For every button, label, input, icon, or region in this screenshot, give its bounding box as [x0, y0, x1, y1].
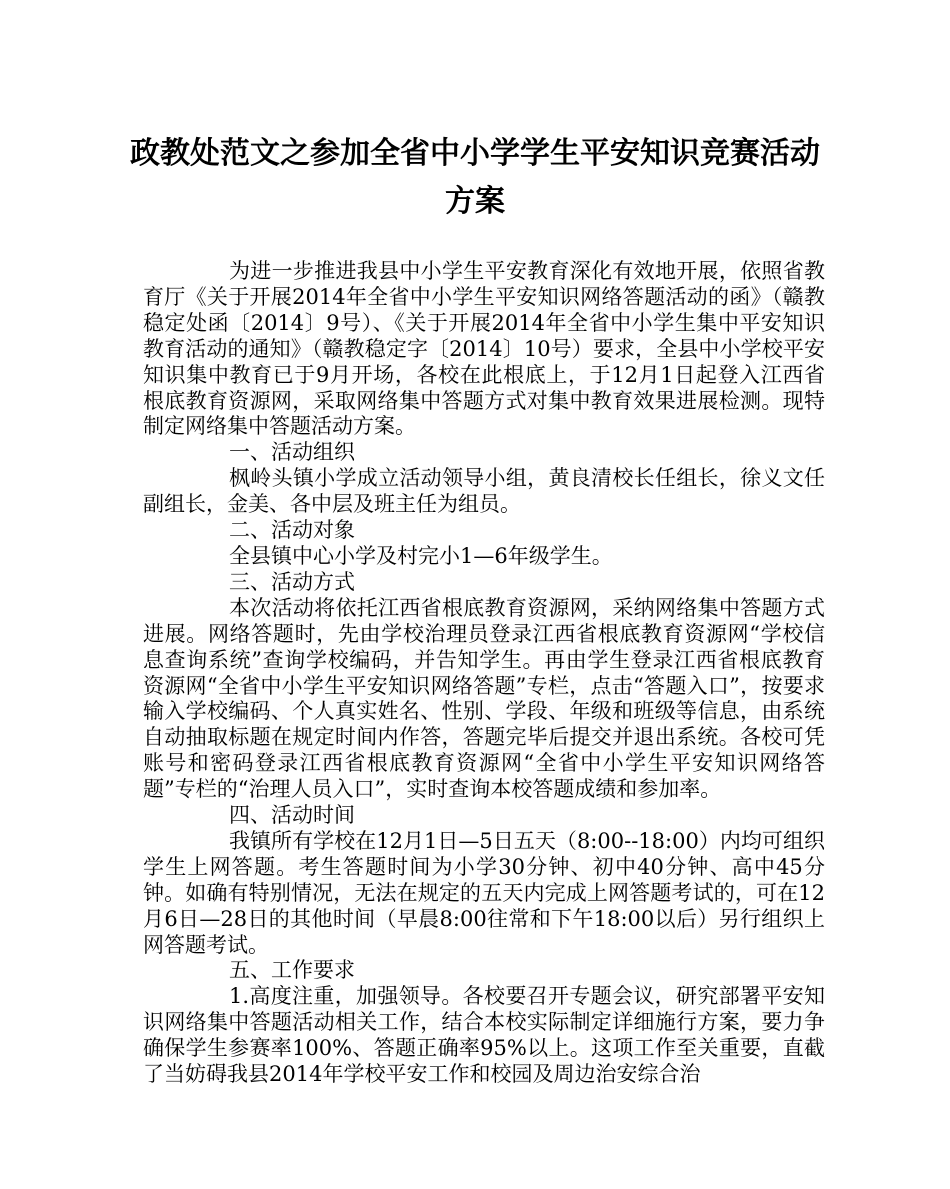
section-heading-method: 三、活动方式	[229, 569, 355, 594]
document-body	[143, 259, 825, 1088]
paragraph-requirements: 1.高度注重，加强领导。各校要召开专题会议，研究部署平安知识网络集中答题活动相关工作，结合本校实际制定详细施行方案，要力争确保学生参赛率100%、答题正确率95%以上。这项工作至关重要，直截了当妨碍我县2014年学校平安工作和校园及周边治安综合治	[143, 984, 825, 1087]
section-heading-requirements: 五、工作要求	[229, 958, 355, 983]
document-title: 政教处范文之参加全省中小学学生平安知识竞赛活动方案	[130, 136, 820, 219]
section-heading-participants: 二、活动对象	[229, 518, 355, 543]
paragraph-time: 我镇所有学校在12月1日—5日五天（8:00--18:00）内均可组织学生上网答题。考生答题时间为小学30分钟、初中40分钟、高中45分钟。如确有特别情况，无法在规定的五天内完成上网答题考试的，可在12月6日—28日的其他时间（早晨8:00往常和下午18:00以后）另行组织上网答题考试。	[143, 828, 825, 957]
paragraph-participants: 全县镇中心小学及村完小1—6年级学生。	[229, 543, 613, 568]
paragraph-method: 本次活动将依托江西省根底教育资源网，采纳网络集中答题方式进展。网络答题时，先由学校治理员登录江西省根底教育资源网“学校信息查询系统”查询学校编码，并告知学生。再由学生登录江西省根底教育资源网“全省中小学生平安知识网络答题”专栏，点击“答题入口”，按要求输入学校编码、个人真实姓名、性别、学段、年级和班级等信息，由系统自动抽取标题在规定时间内作答，答题完毕后提交并退出系统。各校可凭账号和密码登录江西省根底教育资源网“全省中小学生平安知识网络答题”专栏的“治理人员入口”，实时查询本校答题成绩和参加率。	[143, 595, 825, 802]
paragraph-intro: 为进一步推进我县中小学生平安教育深化有效地开展，依照省教育厅《关于开展2014年全省中小学生平安知识网络答题活动的函》（赣教稳定处函〔2014〕9号）、《关于开展2014年全省中小学生集中平安知识教育活动的通知》（赣教稳定字〔2014〕10号）要求，全县中小学校平安知识集中教育已于9月开场，各校在此根底上，于12月1日起登入江西省根底教育资源网，采取网络集中答题方式对集中教育效果进展检测。现特制定网络集中答题活动方案。	[143, 259, 825, 439]
paragraph-organization: 枫岭头镇小学成立活动领导小组，黄良清校长任组长，徐义文任副组长，金美、各中层及班主任为组员。	[143, 466, 825, 517]
section-heading-organization: 一、活动组织	[229, 440, 355, 465]
section-heading-time: 四、活动时间	[229, 803, 355, 828]
